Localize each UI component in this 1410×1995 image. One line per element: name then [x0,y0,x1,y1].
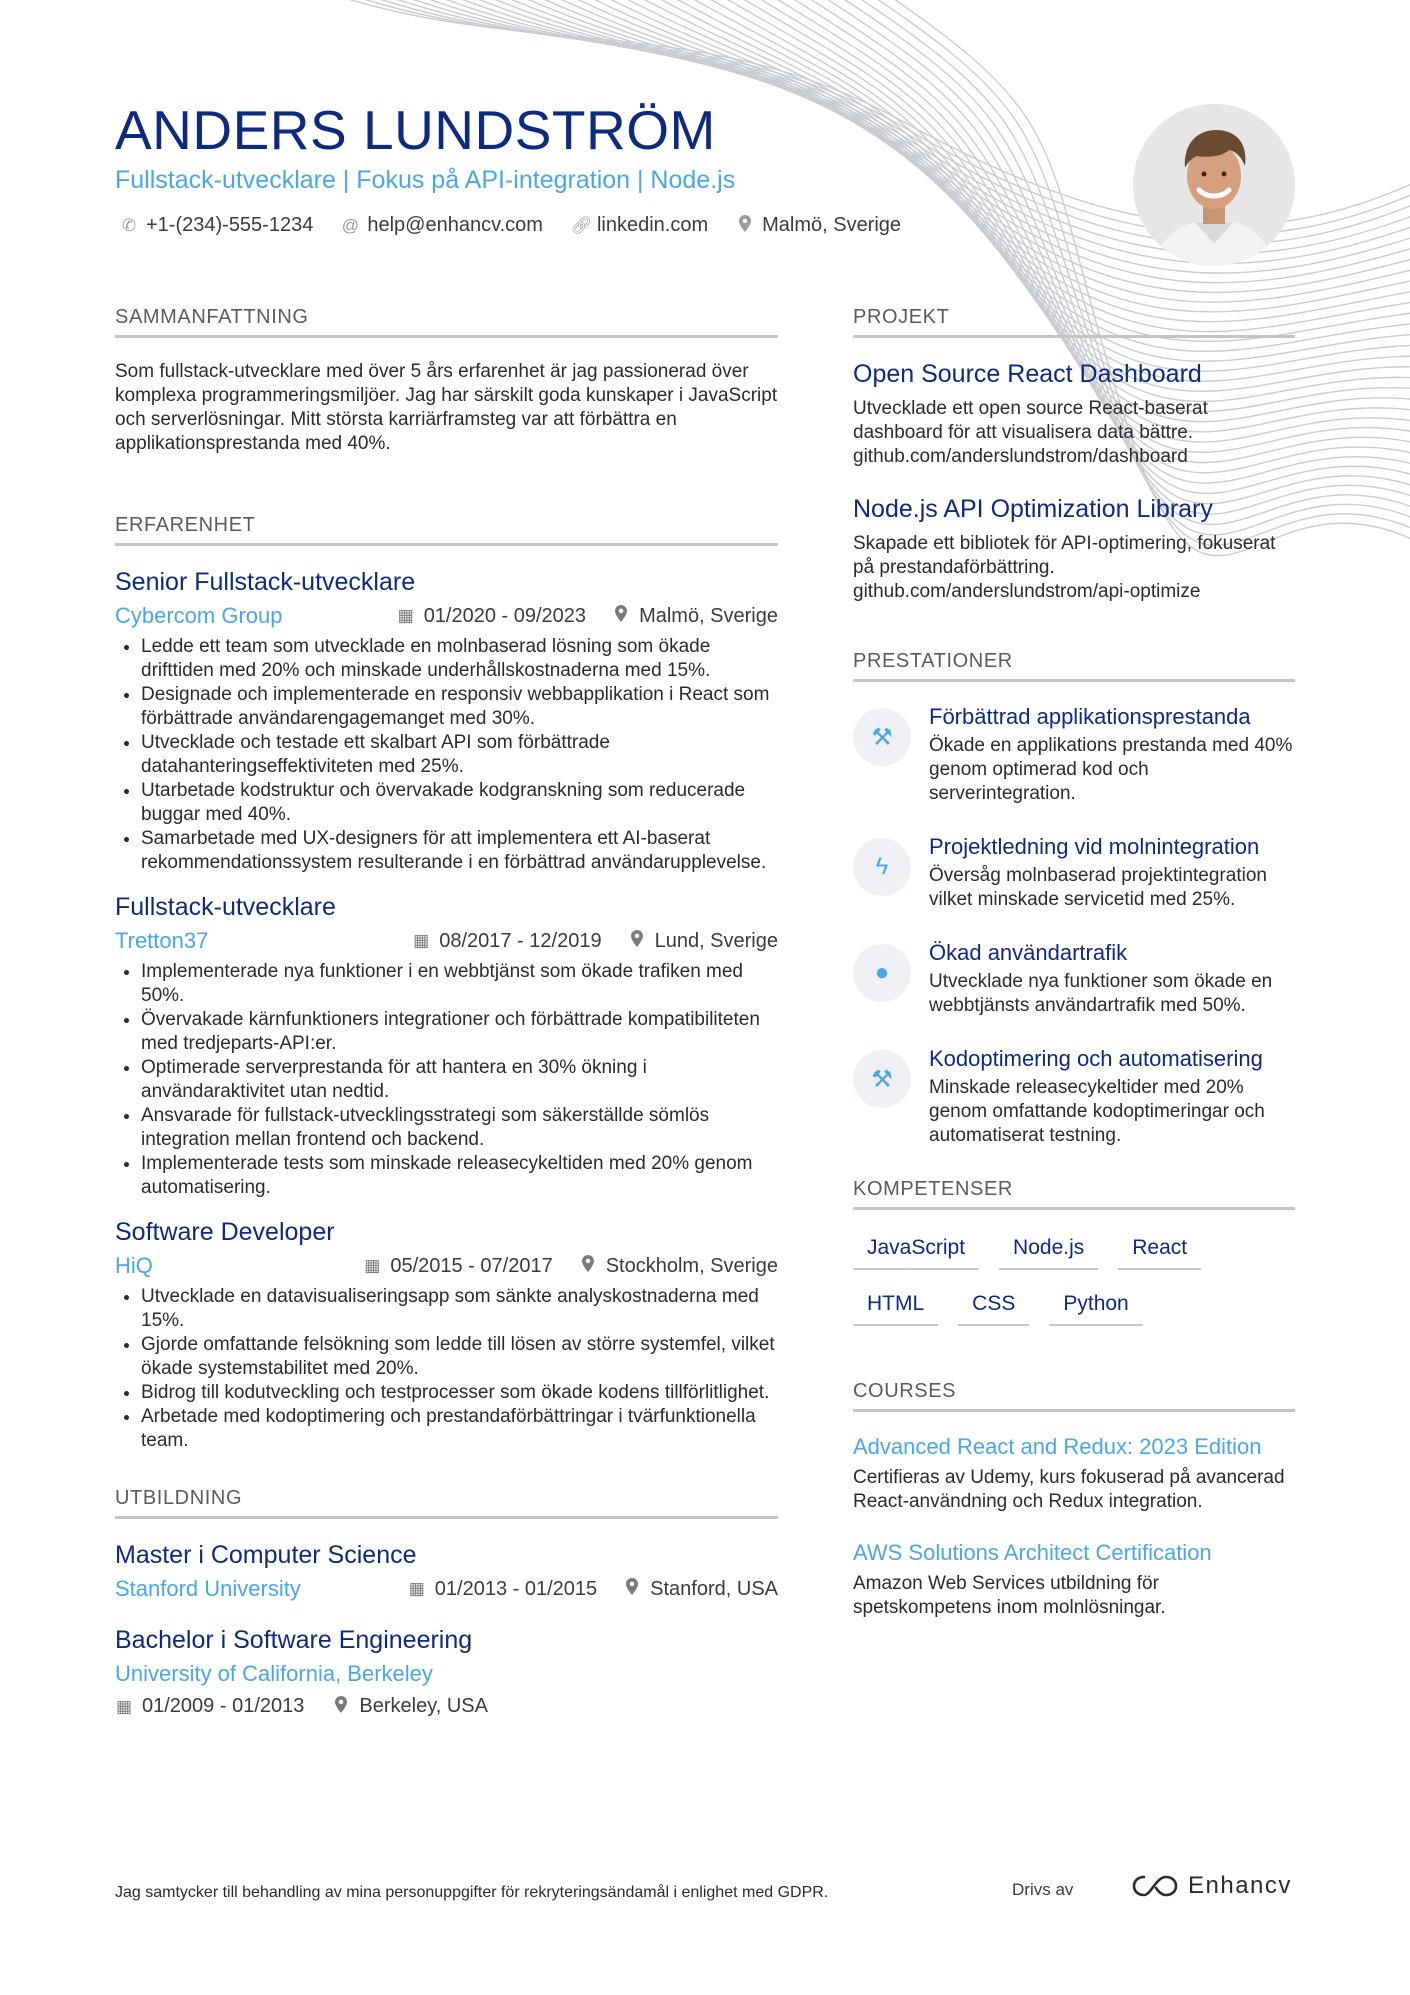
link-icon: 🔗︎ [570,215,593,235]
achievement-body [929,940,1295,1018]
contact-location [736,214,901,237]
project-description: Utvecklade ett open source React-baserat dashboard för att visualisera data bättre. github.com/anderslundstrom/dashboard [853,398,1208,467]
education-item [115,1626,778,1718]
achievement-description: Utvecklade nya funktioner som ökade en webbtjänsts användartrafik med 50%. [929,971,1273,1016]
job-location-group [579,1255,778,1278]
achievement-body [929,834,1295,912]
headline: Fullstack-utvecklare | Fokus på API-integration | Node.js [115,166,736,194]
achievement-item [853,1046,1295,1148]
location-text: Malmö, Sverige [762,214,902,236]
projects-heading: PROJEKT [853,306,1295,338]
email-text: help@enhancv.com [367,214,543,236]
job-bullet: • Utvecklade och testade ett skalbart API som förbättrade datahanteringseffektiviteten med 25%. [141,731,778,779]
school-name: University of California, Berkeley [115,1661,433,1686]
skills-section [853,1178,1295,1326]
calendar-icon: ▦ [408,1579,425,1598]
job-entry [115,1218,778,1453]
right-column [853,306,1295,1646]
job-meta-details [397,605,778,628]
achievement-item [853,940,1295,1018]
project-description: Skapade ett bibliotek för API-optimering, fokuserat på prestandaförbättring. github.com/anderslundstrom/api-optimize [853,533,1276,602]
achievement-body [929,1046,1295,1148]
tools-icon: ⚒ [853,708,911,766]
job-title: Software Developer [115,1218,335,1246]
achievement-description: Ökade en applikations prestanda med 40% genom optimerad kod och serverintegration. [929,735,1293,804]
infinity-logo-icon [1132,1873,1178,1899]
experience-section [115,514,778,1453]
job-bullet: • Samarbetade med UX-designers för att implementera ett AI-baserat rekommendationssystem resulterande i en förbättrad användarupplevelse. [141,827,778,875]
job-meta-details [363,1255,778,1278]
job-location: Stockholm, Sverige [605,1254,778,1277]
skill-tag: CSS [958,1288,1029,1326]
job-meta [115,928,778,954]
job-entry [115,893,778,1200]
achievement-list [853,704,1295,1148]
location-pin-icon [736,215,754,237]
project-item [853,360,1295,469]
job-bullet: • Utvecklade en datavisualiseringsapp som sänkte analyskostnaderna med 15%. [141,1285,778,1333]
job-dates: 01/2020 - 09/2023 [423,604,587,627]
skill-tag: React [1118,1232,1201,1270]
calendar-icon: ▦ [413,931,430,950]
job-entry [115,568,778,875]
course-description: Certifieras av Udemy, kurs fokuserad på avancerad React-användning och Redux integration. [853,1467,1285,1512]
job-bullet: • Utarbetade kodstruktur och övervakade kodgranskning som reducerade buggar med 40%. [141,779,778,827]
job-title: Fullstack-utvecklare [115,893,336,921]
job-location-group [628,930,778,953]
course-item [853,1540,1295,1620]
course-description: Amazon Web Services utbildning för spetskompetens inom molnlösningar. [853,1573,1166,1618]
education-dates: 01/2013 - 01/2015 [434,1577,598,1600]
school-name: Stanford University [115,1576,301,1601]
achievements-heading: PRESTATIONER [853,650,1295,682]
company-name: Cybercom Group [115,603,283,628]
job-bullet: • Arbetade med kodoptimering och prestandaförbättringar i tvärfunktionella team. [141,1405,778,1453]
contact-linkedin[interactable] [571,214,708,237]
achievement-body [929,704,1295,806]
education-location: Stanford, USA [650,1577,778,1600]
courses-section [853,1380,1295,1620]
avatar-photo [1133,104,1295,266]
job-meta [115,603,778,629]
enhancv-logo[interactable] [1132,1872,1292,1900]
location-pin-icon [579,1255,597,1277]
courses-heading: COURSES [853,1380,1295,1412]
job-dates-group [412,930,601,953]
achievements-section [853,650,1295,1148]
location-pin-icon [612,605,630,627]
course-item [853,1434,1295,1514]
project-title: Open Source React Dashboard [853,360,1202,388]
left-column [115,306,778,1742]
head-icon: ● [853,944,911,1002]
job-location: Malmö, Sverige [639,604,778,627]
job-bullets [115,1285,778,1453]
contact-phone[interactable] [120,214,313,237]
tools-icon: ⚒ [853,1050,911,1108]
job-meta-details [412,930,778,953]
achievement-title: Förbättrad applikationsprestanda [929,704,1251,729]
degree-title: Bachelor i Software Engineering [115,1626,473,1654]
achievement-title: Ökad användartrafik [929,940,1128,965]
job-dates: 08/2017 - 12/2019 [439,929,602,952]
skill-tag: Python [1049,1288,1142,1326]
skill-tag: HTML [853,1288,938,1326]
company-name: HiQ [115,1253,153,1278]
job-bullet: • Implementerade tests som minskade releasecykeltiden med 20% genom automatisering. [141,1152,778,1200]
job-bullet: • Gjorde omfattande felsökning som ledde till lösen av större systemfel, vilket ökade systemstabilitet med 20%. [141,1333,778,1381]
project-title: Node.js API Optimization Library [853,495,1213,523]
education-item [115,1541,778,1602]
education-section [115,1487,778,1718]
phone-text: +1-(234)-555-1234 [146,214,314,236]
job-bullets [115,960,778,1200]
skill-tag: Node.js [999,1232,1098,1270]
summary-section [115,306,778,456]
brand-name: Enhancv [1188,1872,1292,1899]
contact-bar [120,214,901,237]
location-pin-icon [623,1578,641,1600]
job-bullet: • Implementerade nya funktioner i en webbtjänst som ökade trafiken med 50%. [141,960,778,1008]
job-dates-group [397,605,586,628]
job-bullet: • Övervakade kärnfunktioners integrationer och förbättrade kompatibiliteten med tredjeparts-API:er. [141,1008,778,1056]
degree-title: Master i Computer Science [115,1541,417,1569]
job-location-group [612,605,778,628]
summary-heading: SAMMANFATTNING [115,306,778,338]
powered-by-label: Drivs av [1012,1880,1074,1899]
contact-email[interactable] [341,214,543,237]
job-dates: 05/2015 - 07/2017 [390,1254,553,1277]
job-bullet: • Ansvarade för fullstack-utvecklingsstrategi som säkerställde sömlös integration mellan frontend och backend. [141,1104,778,1152]
education-location: Berkeley, USA [359,1695,488,1717]
achievement-title: Kodoptimering och automatisering [929,1046,1263,1071]
job-meta [115,1253,778,1279]
job-bullet: • Bidrog till kodutveckling och testprocesser som ökade kodens tillförlitlighet. [141,1381,778,1405]
calendar-icon: ▦ [364,1256,381,1275]
at-icon: @ [341,215,359,235]
calendar-icon: ▦ [397,606,414,625]
education-heading: UTBILDNING [115,1487,778,1519]
summary-text: Som fullstack-utvecklare med över 5 års erfarenhet är jag passionerad över komplexa programmeringsmiljöer. Jag har särskilt goda kunskaper i JavaScript och serverlösningar. Mitt största karriärframsteg var att förbättra en applikationsprestanda med 40%. [115,361,778,454]
project-item [853,495,1295,604]
achievement-title: Projektledning vid molnintegration [929,834,1260,859]
job-title: Senior Fullstack-utvecklare [115,568,416,596]
phone-icon: ✆ [121,215,137,235]
job-list [115,568,778,1453]
experience-heading: ERFARENHET [115,514,778,546]
achievement-item [853,704,1295,806]
bolt-icon: ϟ [853,838,911,896]
job-location: Lund, Sverige [654,929,778,952]
candidate-name: ANDERS LUNDSTRÖM [115,99,716,161]
skills-heading: KOMPETENSER [853,1178,1295,1210]
job-bullets [115,635,778,875]
course-title: AWS Solutions Architect Certification [853,1540,1212,1565]
job-bullet: • Designade och implementerade en responsiv webbapplikation i React som förbättrade användarengagemanget med 30%. [141,683,778,731]
job-bullet: • Optimerade serverprestanda för att hantera en 30% ökning i användaraktivitet utan nedtid. [141,1056,778,1104]
achievement-description: Minskade releasecykeltider med 20% genom omfattande kodoptimeringar och automatiserat testning. [929,1077,1265,1146]
education-dates: 01/2009 - 01/2013 [142,1695,305,1717]
achievement-item [853,834,1295,912]
job-bullet: • Ledde ett team som utvecklade en molnbaserad lösning som ökade drifttiden med 20% och minskade underhållskostnaderna med 15%. [141,635,778,683]
company-name: Tretton37 [115,928,209,953]
calendar-icon: ▦ [115,1696,133,1716]
skill-tag: JavaScript [853,1232,979,1270]
course-title: Advanced React and Redux: 2023 Edition [853,1434,1262,1459]
location-pin-icon [628,930,646,952]
gdpr-consent: Jag samtycker till behandling av mina personuppgifter för rekryteringsändamål i enlighet med GDPR. [115,1884,829,1901]
location-pin-icon [332,1696,350,1718]
achievement-description: Översåg molnbaserad projektintegration vilket minskade servicetid med 25%. [929,865,1267,910]
skill-tags [853,1232,1295,1326]
job-dates-group [363,1255,552,1278]
linkedin-text: linkedin.com [596,214,709,236]
projects-section [853,306,1295,604]
